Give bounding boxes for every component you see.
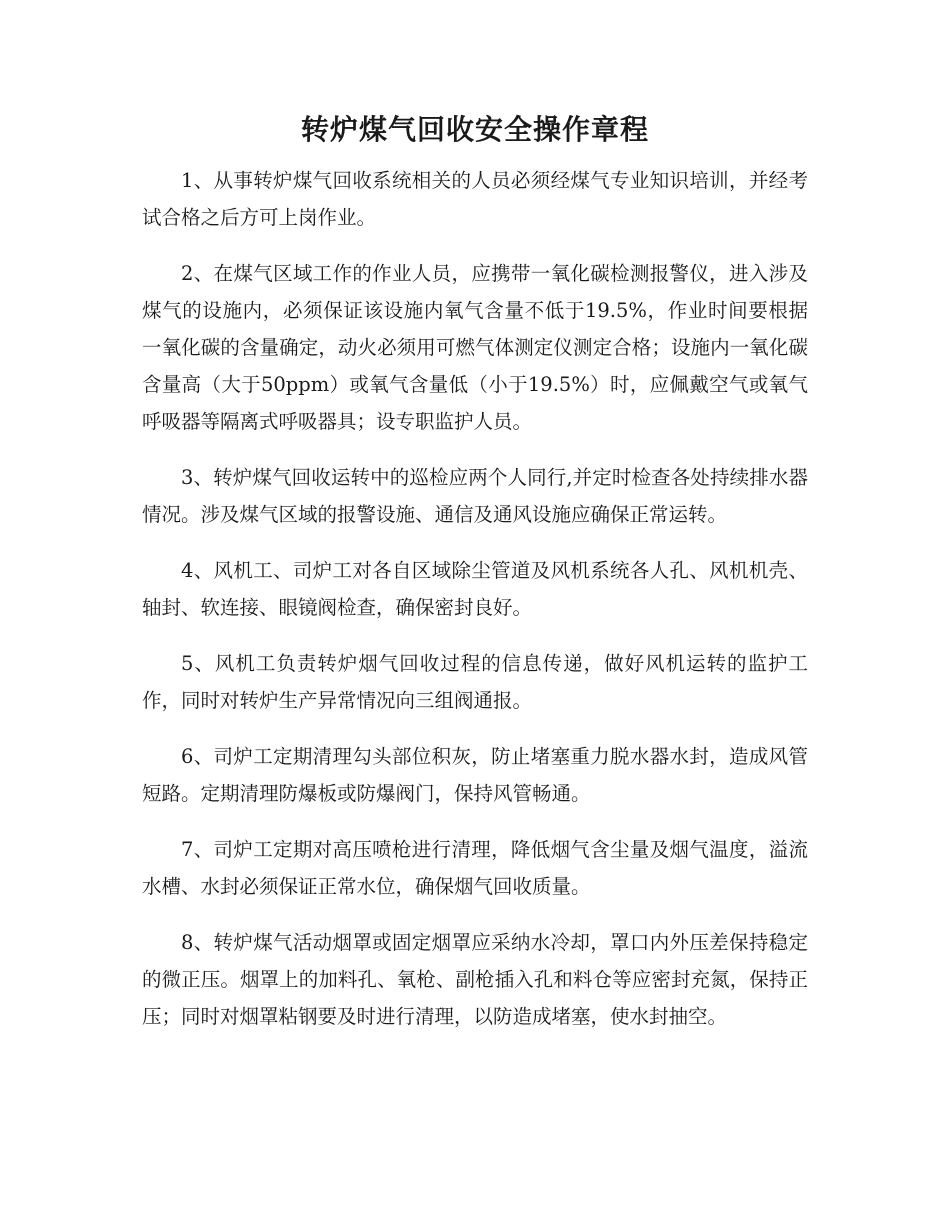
paragraph-6: 6、司炉工定期清理勾头部位积灰，防止堵塞重力脱水器水封，造成风管短路。定期清理防爆板或防爆阀门，保持风管畅通。 bbox=[142, 745, 808, 805]
paragraph-4: 4、风机工、司炉工对各自区域除尘管道及风机系统各人孔、风机机壳、轴封、软连接、眼镜阀检查，确保密封良好。 bbox=[142, 559, 808, 619]
paragraph-3: 3、转炉煤气回收运转中的巡检应两个人同行,并定时检查各处持续排水器情况。涉及煤气区域的报警设施、通信及通风设施应确保正常运转。 bbox=[142, 466, 808, 526]
paragraph-8: 8、转炉煤气活动烟罩或固定烟罩应采纳水冷却，罩口内外压差保持稳定的微正压。烟罩上的加料孔、氧枪、副枪插入孔和料仓等应密封充氮，保持正压；同时对烟罩粘钢要及时进行清理，以防造成堵塞，使水封抽空。 bbox=[142, 931, 808, 1028]
paragraph-2: 2、在煤气区域工作的作业人员，应携带一氧化碳检测报警仪，进入涉及煤气的设施内，必须保证该设施内氧气含量不低于19.5%，作业时间要根据一氧化碳的含量确定，动火必须用可燃气体测定仪测定合格；设施内一氧化碳含量高（大于50ppm）或氧气含量低（小于19.5%）时，应佩戴空气或氧气呼吸器等隔离式呼吸器具；设专职监护人员。 bbox=[142, 262, 808, 433]
paragraph-1: 1、从事转炉煤气回收系统相关的人员必须经煤气专业知识培训，并经考试合格之后方可上岗作业。 bbox=[142, 169, 808, 229]
paragraph-7: 7、司炉工定期对高压喷枪进行清理，降低烟气含尘量及烟气温度，溢流水槽、水封必须保证正常水位，确保烟气回收质量。 bbox=[142, 838, 808, 898]
document-title: 转炉煤气回收安全操作章程 bbox=[300, 113, 649, 146]
paragraph-5: 5、风机工负责转炉烟气回收过程的信息传递，做好风机运转的监护工作，同时对转炉生产异常情况向三组阀通报。 bbox=[142, 652, 808, 712]
